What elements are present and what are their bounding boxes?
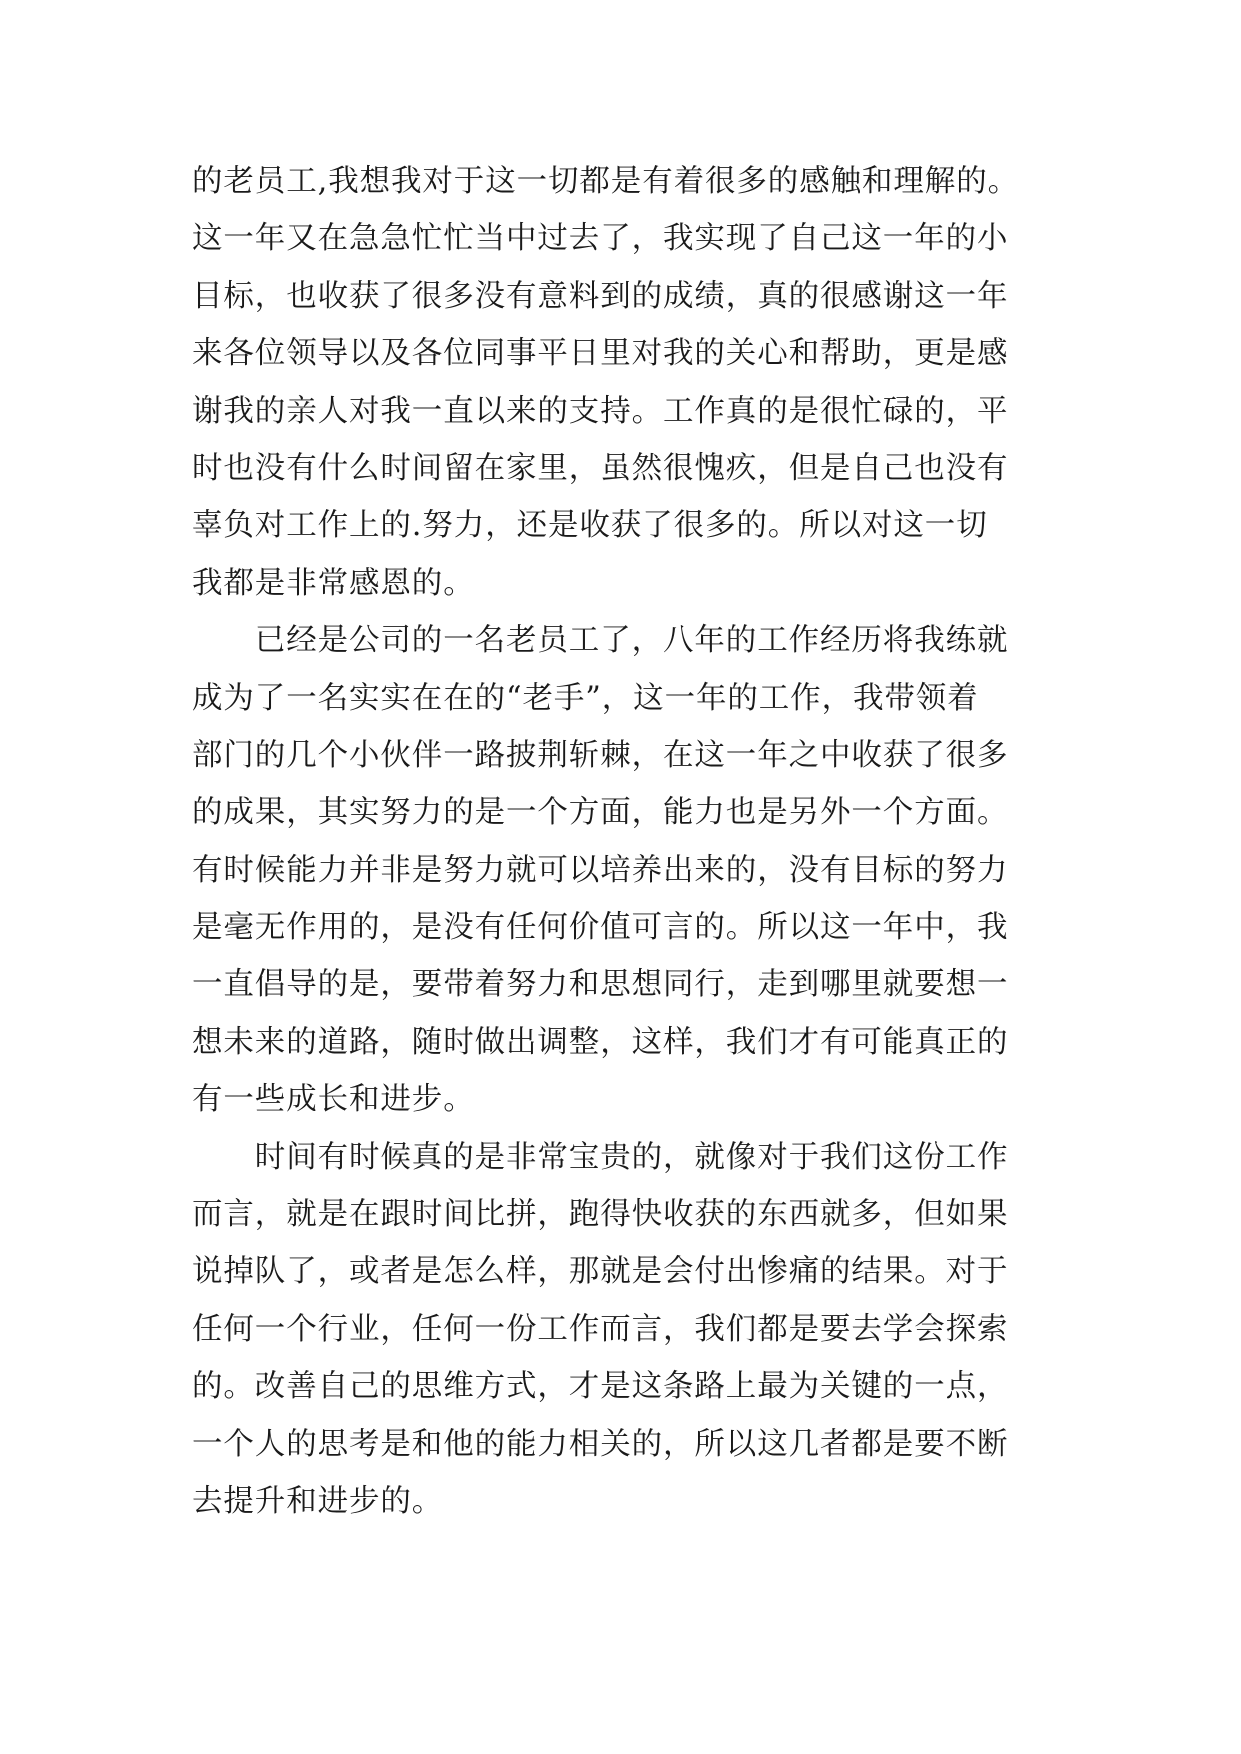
text-line: 有时候能力并非是努力就可以培养出来的，没有目标的努力	[192, 852, 1009, 888]
text-line: 的老员工,我想我对于这一切都是有着很多的感触和理解的。	[192, 164, 1019, 199]
text-line: 成为了一名实实在在的“老手”，这一年的工作，我带领着	[192, 680, 979, 716]
text-line: 一直倡导的是，要带着努力和思想同行，走到哪里就要想一	[192, 967, 1009, 1003]
text-line: 的成果，其实努力的是一个方面，能力也是另外一个方面。	[192, 795, 1009, 831]
text-line: 有一些成长和进步。	[192, 1082, 475, 1118]
text-line: 部门的几个小伙伴一路披荆斩棘，在这一年之中收获了很多	[192, 737, 1009, 773]
text-line: 是毫无作用的，是没有任何价值可言的。所以这一年中，我	[192, 910, 1009, 946]
text-line: 目标，也收获了很多没有意料到的成绩，真的很感谢这一年	[192, 278, 1009, 314]
text-line: 一个人的思考是和他的能力相关的，所以这几者都是要不断	[192, 1426, 1009, 1462]
text-line: 辜负对工作上的.努力，还是收获了很多的。所以对这一切	[192, 508, 988, 544]
text-line: 任何一个行业，任何一份工作而言，我们都是要去学会探索	[192, 1311, 1009, 1347]
body-text	[192, 153, 1092, 1530]
text-line: 而言，就是在跟时间比拼，跑得快收获的东西就多，但如果	[192, 1197, 1009, 1233]
text-line: 这一年又在急急忙忙当中过去了，我实现了自己这一年的小	[192, 221, 1009, 257]
text-line: 谢我的亲人对我一直以来的支持。工作真的是很忙碌的，平	[192, 393, 1009, 429]
text-line: 时间有时候真的是非常宝贵的，就像对于我们这份工作	[192, 1139, 1009, 1175]
text-line: 已经是公司的一名老员工了，八年的工作经历将我练就	[192, 623, 1009, 659]
text-line: 的。改善自己的思维方式，才是这条路上最为关键的一点，	[192, 1369, 1009, 1405]
text-line: 我都是非常感恩的。	[192, 565, 475, 601]
text-line: 想未来的道路，随时做出调整，这样，我们才有可能真正的	[192, 1024, 1009, 1060]
text-line: 去提升和进步的。	[192, 1483, 444, 1519]
text-line: 说掉队了，或者是怎么样，那就是会付出惨痛的结果。对于	[192, 1254, 1009, 1290]
text-line: 时也没有什么时间留在家里，虽然很愧疚，但是自己也没有	[192, 450, 1009, 486]
text-line: 来各位领导以及各位同事平日里对我的关心和帮助，更是感	[192, 336, 1009, 372]
